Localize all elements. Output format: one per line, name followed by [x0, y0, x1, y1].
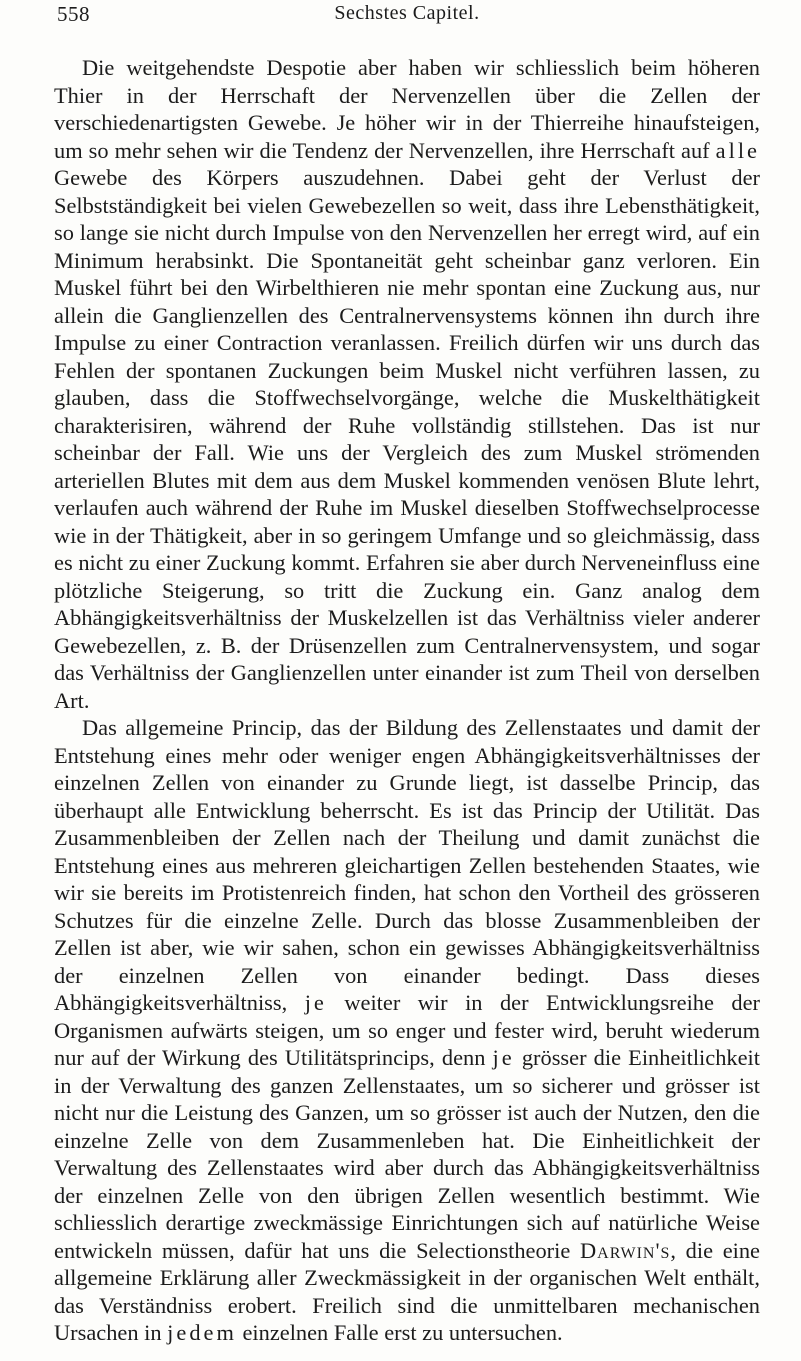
emphasis-jedem: jedem: [167, 1320, 237, 1345]
body-text: [54, 54, 760, 1347]
running-title: Sechstes Capitel.: [334, 2, 480, 24]
page-header: [57, 2, 757, 32]
text-run: Die weitgehendste Despotie aber haben wir schliesslich beim höheren Thier in der Herrschaft der Nervenzellen über die Zellen der verschiedenartigsten Gewebe. Je höher wir in der Thierreihe hinaufsteigen, um so mehr sehen wir die Tendenz der Nervenzellen, ihre Herrschaft auf: [54, 55, 760, 163]
text-run: , die eine allgemeine Erklärung aller Zweckmässigkeit in der organischen Welt enthält, das Verständniss erobert. Freilich sind die unmittelbaren mechanischen Ursachen in: [54, 1237, 760, 1345]
text-run: Das allgemeine Princip, das der Bildung des Zellenstaates und damit der Entstehung eines mehr oder weniger engen Abhängigkeitsverhältnisses der einzelnen Zellen von einander zu Grunde liegt, ist dasselbe Princip, das überhaupt alle Entwicklung beherrscht. Es ist das Princip der Utilität. Das Zusammenbleiben der Zellen nach der Theilung und damit zunächst die Entstehung eines aus mehreren gleichartigen Zellen bestehenden Staates, wie wir sie bereits im Protistenreich finden, hat schon den Vortheil des grösseren Schutzes für die einzelne Zelle. Durch das blosse Zusammenbleiben der Zellen ist aber, wie wir sahen, schon ein gewisses Abhängigkeitsverhältniss der einzelnen Zellen von einander bedingt. Dass dieses Abhängigkeitsverhältniss,: [54, 715, 760, 1015]
author-name-darwin: Darwin's: [579, 1237, 671, 1263]
emphasis-je: je: [304, 990, 327, 1015]
text-run: weiter wir in der Entwicklungsreihe der Organismen aufwärts steigen, um so enger und fester wird, beruht wiederum nur auf der Wirkung des Utilitätsprincips, denn: [54, 990, 760, 1070]
paragraph-princip: [54, 714, 760, 1347]
text-run: einzelnen Falle erst zu untersuchen.: [236, 1320, 563, 1345]
page-number: 558: [57, 2, 90, 26]
emphasis-alle: alle: [715, 137, 760, 163]
emphasis-je: je: [492, 1045, 515, 1070]
text-run: grösser die Einheitlichkeit in der Verwaltung des ganzen Zellenstaates, um so sicherer und grösser ist nicht nur die Leistung des Ganzen, um so grösser ist auch der Nutzen, den die einzelne Zelle von dem Zusammenleben hat. Die Einheitlichkeit der Verwaltung des Zellenstaates wird aber durch das Abhängigkeitsverhältniss der einzelnen Zelle von den übrigen Zellen wesentlich bestimmt. Wie schliesslich derartige zweckmässige Einrichtungen sich auf natürliche Weise entwickeln müssen, dafür hat uns die Selectionstheorie: [54, 1045, 760, 1263]
text-run: Gewebe des Körpers auszudehnen. Dabei geht der Verlust der Selbstständigkeit bei vielen Gewebezellen so weit, dass ihre Lebensthätigkeit, so lange sie nicht durch Impulse von den Nervenzellen her erregt wird, auf ein Minimum herabsinkt. Die Spontaneität geht scheinbar ganz verloren. Ein Muskel führt bei den Wirbelthieren nie mehr spontan eine Zuckung aus, nur allein die Ganglienzellen des Centralnervensystems können ihn durch ihre Impulse zu einer Contraction veranlassen. Freilich dürfen wir uns durch das Fehlen der spontanen Zuckungen beim Muskel nicht verführen lassen, zu glauben, dass die Stoffwechselvorgänge, welche die Muskelthätigkeit charakterisiren, während der Ruhe vollständig stillstehen. Das ist nur scheinbar der Fall. Wie uns der Vergleich des zum Muskel strömenden arteriellen Blutes mit dem aus dem Muskel kommenden venösen Blute lehrt, verlaufen auch während der Ruhe im Muskel dieselben Stoffwechselprocesse wie in der Thätigkeit, aber in so geringem Umfange und so gleichmässig, dass es nicht zu einer Zuckung kommt. Erfahren sie aber durch Nerveneinfluss eine plötzliche Steigerung, so tritt die Zuckung ein. Ganz analog dem Abhängigkeitsverhältniss der Muskelzellen ist das Verhältniss vieler anderer Gewebezellen, z. B. der Drüsenzellen zum Centralnervensystem, und sogar das Verhältniss der Ganglienzellen unter einander ist zum Theil von derselben Art.: [54, 165, 760, 713]
paragraph-despotie: [54, 54, 760, 714]
